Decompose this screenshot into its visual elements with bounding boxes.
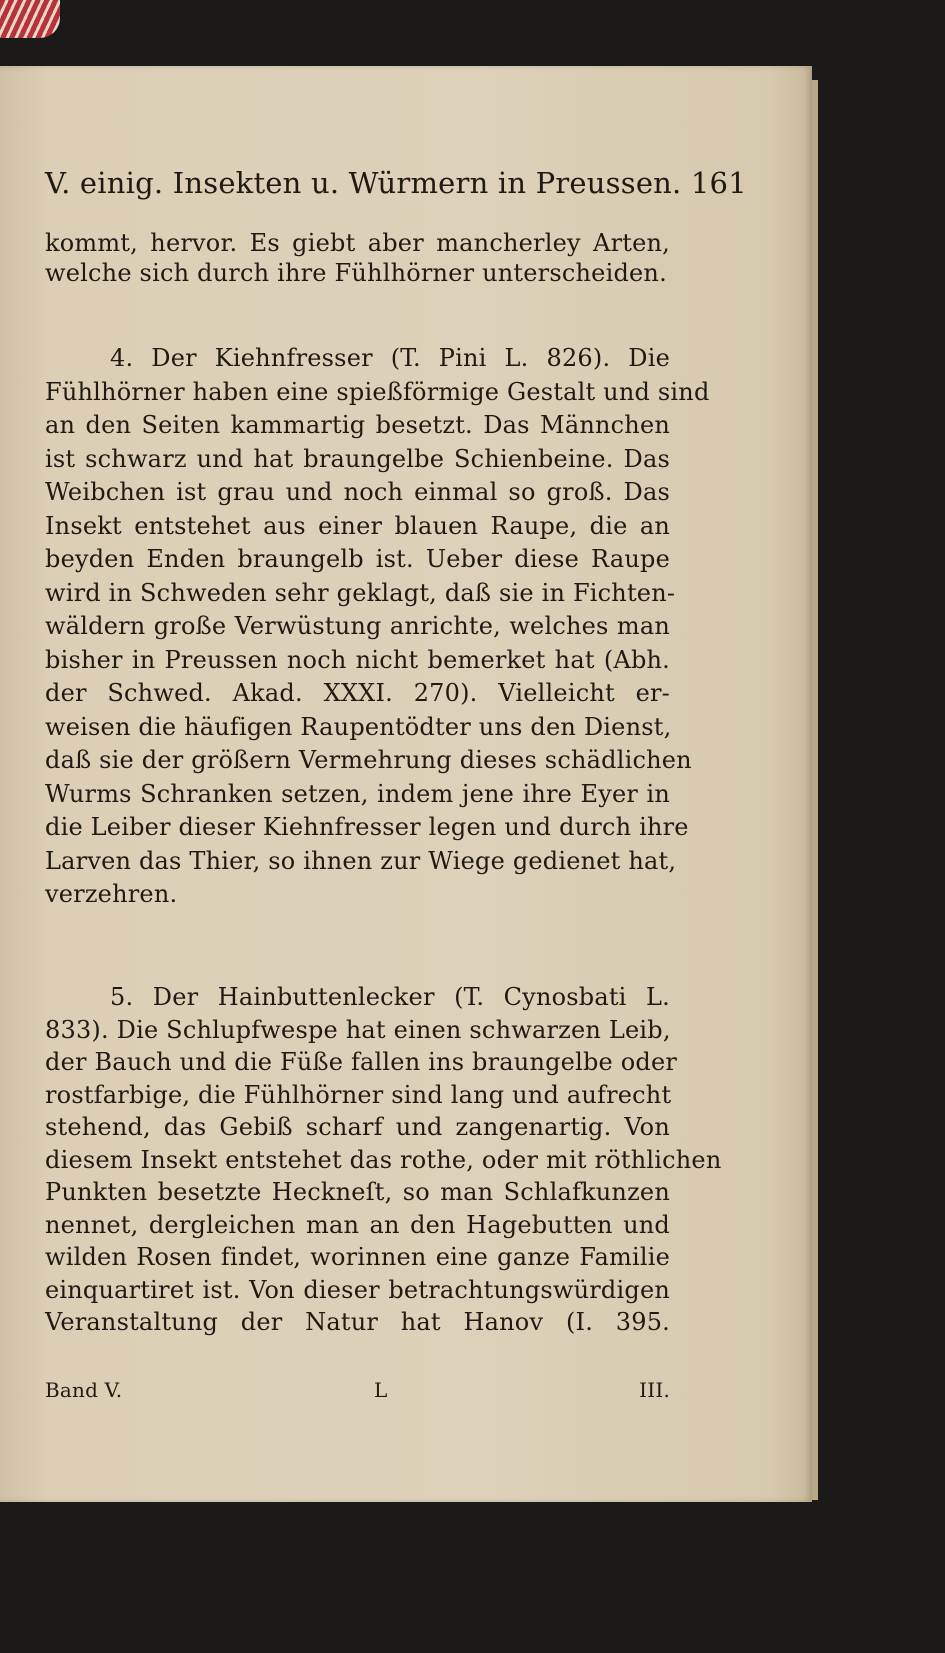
text-line: Larven das Thier, so ihnen zur Wiege gedienet hat,: [45, 846, 677, 875]
bookmark-ribbon: [0, 0, 60, 38]
running-header: [45, 166, 747, 200]
text-line: 4. Der Kiehnfresser (T. Pini L. 826). Die: [110, 344, 670, 372]
text-line: rostfarbige, die Fühlhörner sind lang und aufrecht: [45, 1080, 672, 1109]
running-title: V. einig. Insekten u. Würmern in Preussen.: [45, 166, 682, 200]
sheet-mark: L: [374, 1378, 388, 1402]
catchword: III.: [639, 1378, 670, 1402]
text-line: nennet, dergleichen man an den Hagebutten und: [45, 1210, 670, 1239]
text-line: der Bauch und die Füße fallen ins braungelbe oder: [45, 1048, 678, 1076]
text-line: beyden Enden braungelb ist. Ueber diese Raupe: [45, 545, 670, 573]
text-line: 833). Die Schlupfwespe hat einen schwarzen Leib,: [45, 1015, 671, 1044]
text-line: wird in Schweden sehr geklagt, daß sie in Fichten-: [45, 578, 676, 607]
page-footer: [45, 1375, 670, 1405]
text-line: 5. Der Hainbuttenlecker (T. Cynosbati L.: [110, 983, 670, 1011]
text-line: an den Seiten kammartig besetzt. Das Männchen: [45, 411, 670, 439]
text-line: Wurms Schranken setzen, indem jene ihre Eyer in: [45, 779, 670, 808]
text-line: diesem Insekt entstehet das rothe, oder mit röthlichen: [45, 1145, 722, 1174]
text-line: welche sich durch ihre Fühlhörner unterscheiden.: [45, 259, 667, 287]
text-line: bisher in Preussen noch nicht bemerket hat (Abh.: [45, 645, 670, 674]
page-edge: [812, 80, 818, 1500]
text-line: daß sie der größern Vermehrung dieses schädlichen: [45, 746, 692, 774]
text-line: wäldern große Verwüstung anrichte, welches man: [45, 612, 670, 640]
text-line: verzehren.: [45, 880, 178, 908]
signature: Band V.: [45, 1378, 123, 1402]
text-line: Punkten besetzte Heckneſt, so man Schlafkunzen: [45, 1178, 670, 1206]
text-line: Weibchen ist grau und noch einmal so groß. Das: [45, 478, 670, 506]
page-number: 161: [690, 166, 747, 200]
text-line: Fühlhörner haben eine spießförmige Gestalt und sind: [45, 377, 710, 406]
text-line: der Schwed. Akad. XXXI. 270). Vielleicht er-: [45, 679, 670, 707]
text-line: ist schwarz und hat braungelbe Schienbeine. Das: [45, 444, 670, 473]
text-line: die Leiber dieser Kiehnfresser legen und durch ihre: [45, 813, 689, 841]
text-line: wilden Rosen findet, worinnen eine ganze Familie: [45, 1243, 670, 1271]
text-line: kommt, hervor. Es giebt aber mancherley Arten,: [45, 229, 670, 257]
text-line: weisen die häufigen Raupentödter uns den Dienst,: [45, 712, 672, 741]
text-line: Veranstaltung der Natur hat Hanov (I. 395.: [45, 1308, 670, 1336]
text-line: stehend, das Gebiß scharf und zangenartig. Von: [45, 1113, 670, 1141]
text-line: Insekt entstehet aus einer blauen Raupe, die an: [45, 511, 670, 540]
text-line: einquartiret ist. Von dieser betrachtungswürdigen: [45, 1275, 670, 1304]
